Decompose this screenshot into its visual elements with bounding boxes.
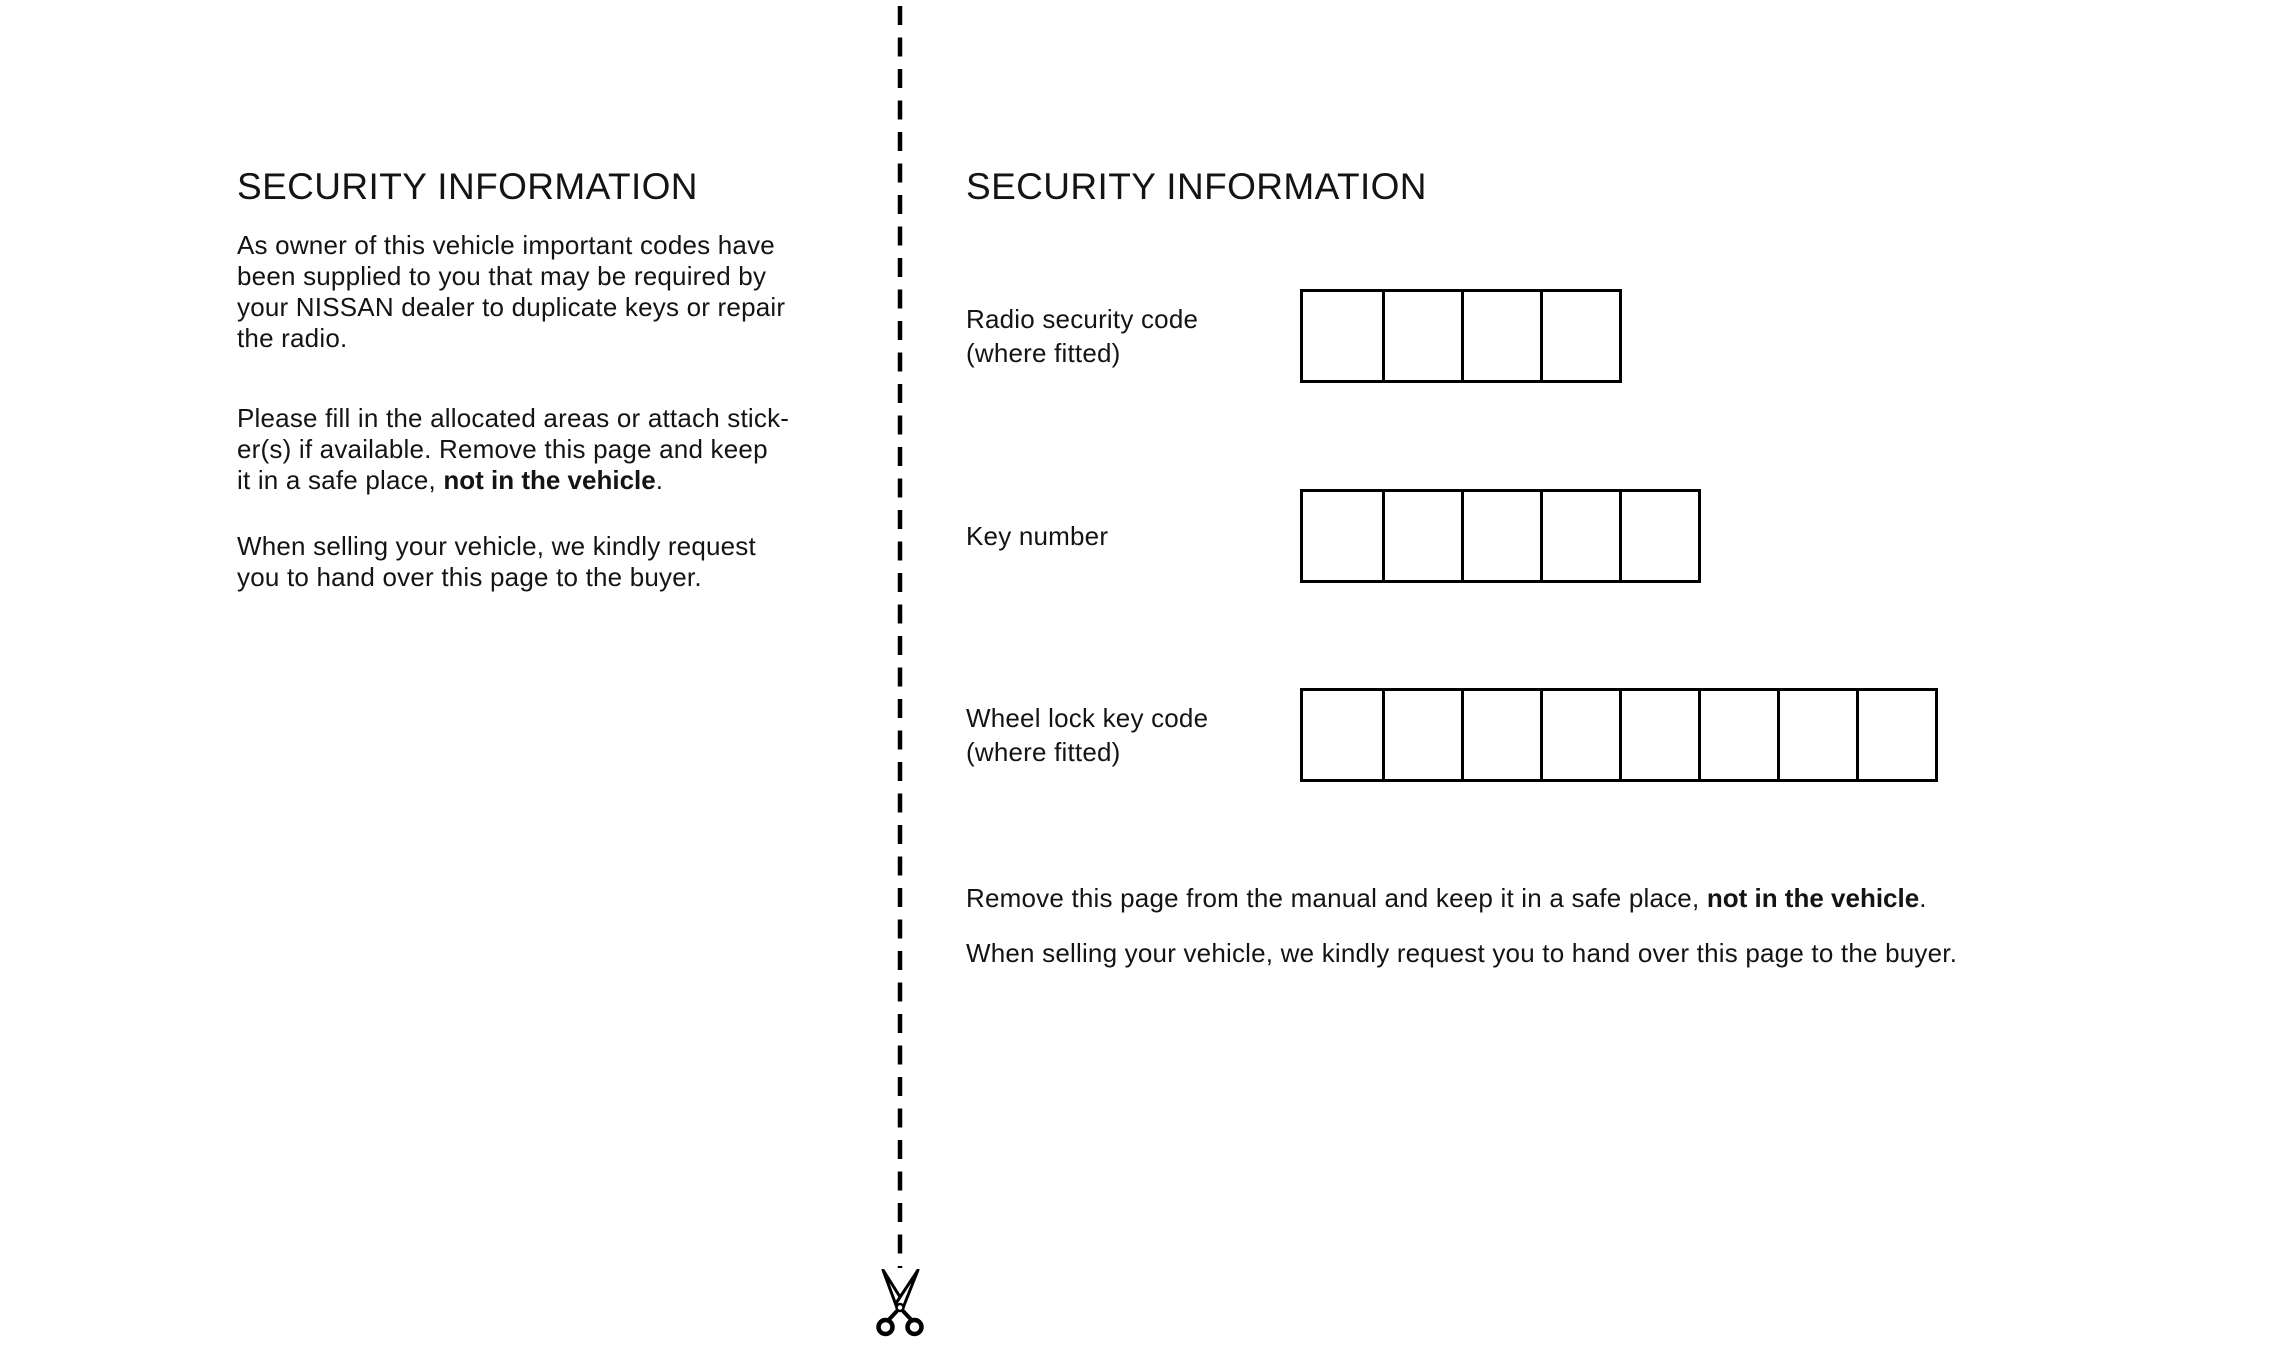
left-panel	[237, 168, 877, 593]
code-entry-box	[1856, 691, 1935, 779]
scissors-icon	[874, 1269, 926, 1341]
code-row	[966, 289, 1622, 383]
cut-line-dashed	[896, 6, 904, 1268]
notes	[966, 883, 2126, 993]
code-rows	[966, 0, 2086, 1358]
left-page-title: SECURITY INFORMATION	[237, 166, 698, 207]
code-entry-box	[1540, 292, 1619, 380]
code-entry-box	[1540, 492, 1619, 580]
code-boxes	[1300, 489, 1701, 583]
code-entry-box	[1303, 691, 1382, 779]
left-paragraph: As owner of this vehicle important codes have been supplied to you that may be required by your NISSAN dealer to duplicate keys or repair the radio.	[237, 230, 786, 353]
code-entry-box	[1382, 292, 1461, 380]
code-entry-box	[1382, 691, 1461, 779]
note-line: Remove this page from the manual and keep it in a safe place, not in the vehicle.	[966, 883, 1927, 913]
code-entry-box	[1303, 292, 1382, 380]
code-entry-box	[1461, 691, 1540, 779]
code-entry-box	[1619, 691, 1698, 779]
code-entry-box	[1303, 492, 1382, 580]
code-entry-box	[1540, 691, 1619, 779]
left-paragraph: When selling your vehicle, we kindly request you to hand over this page to the buyer.	[237, 531, 756, 592]
code-entry-box	[1777, 691, 1856, 779]
code-entry-box	[1698, 691, 1777, 779]
note-line: When selling your vehicle, we kindly request you to hand over this page to the buyer.	[966, 938, 1958, 968]
left-paragraphs	[237, 230, 877, 593]
code-row-label: Radio security code (where fitted)	[966, 304, 1199, 368]
code-boxes	[1300, 688, 1938, 782]
code-entry-box	[1619, 492, 1698, 580]
right-page-title: SECURITY INFORMATION	[966, 166, 1427, 207]
code-entry-box	[1382, 492, 1461, 580]
code-boxes	[1300, 289, 1622, 383]
code-entry-box	[1461, 492, 1540, 580]
left-paragraph: Please fill in the allocated areas or attach stick- er(s) if available. Remove this page and keep it in a safe place, not in the vehicle.	[237, 403, 790, 495]
code-row	[966, 489, 1701, 583]
code-entry-box	[1461, 292, 1540, 380]
code-row-label: Key number	[966, 521, 1109, 551]
code-row	[966, 688, 1938, 782]
code-row-label: Wheel lock key code (where fitted)	[966, 703, 1209, 767]
